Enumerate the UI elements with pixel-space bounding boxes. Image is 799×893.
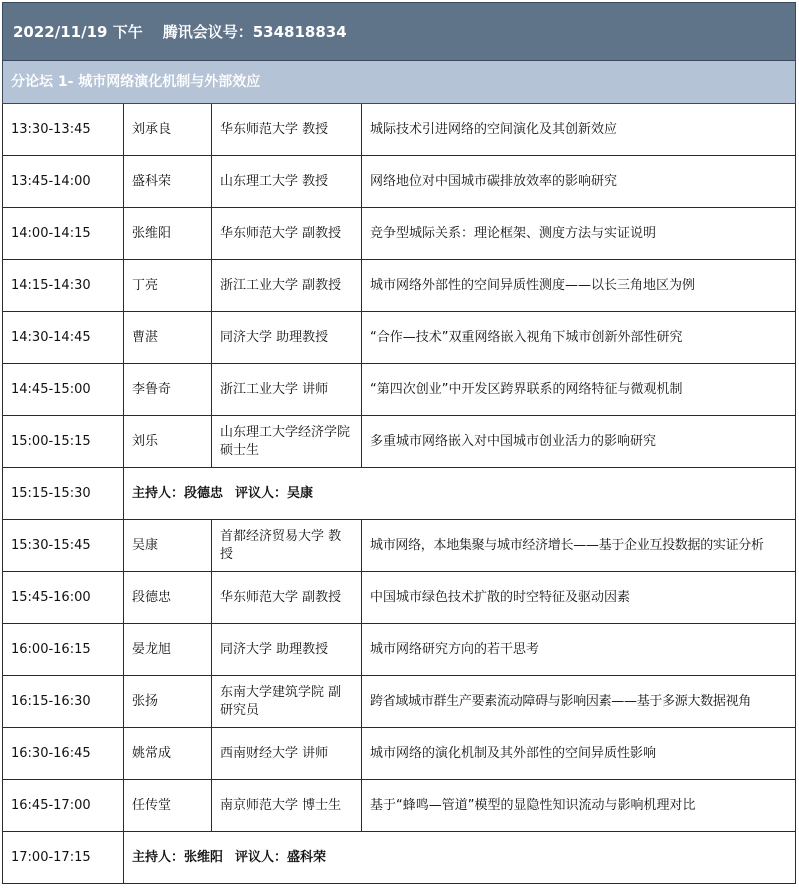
- time-cell: 16:45-17:00: [3, 780, 124, 832]
- host-cell: [124, 832, 796, 884]
- table-row: [3, 572, 796, 624]
- affiliation-cell: 山东理工大学经济学院 硕士生: [212, 416, 362, 468]
- topic-cell: 基于“蜂鸣—管道”模型的显隐性知识流动与影响机理对比: [362, 780, 796, 832]
- affiliation-cell: 浙江工业大学 副教授: [212, 260, 362, 312]
- table-row: [3, 364, 796, 416]
- speaker-cell: 刘乐: [124, 416, 212, 468]
- meeting-id: 534818834: [252, 22, 347, 41]
- meeting-label: 腾讯会议号：: [162, 22, 253, 41]
- affiliation-cell: 南京师范大学 博士生: [212, 780, 362, 832]
- time-cell: 13:45-14:00: [3, 156, 124, 208]
- topic-cell: 跨省域城市群生产要素流动障碍与影响因素——基于多源大数据视角: [362, 676, 796, 728]
- host-name: 段德忠: [184, 485, 224, 501]
- host-cell: [124, 468, 796, 520]
- speaker-cell: 曹湛: [124, 312, 212, 364]
- host-name: 张维阳: [184, 849, 224, 865]
- affiliation-cell: 浙江工业大学 讲师: [212, 364, 362, 416]
- host-row: [3, 468, 796, 520]
- table-row: [3, 104, 796, 156]
- time-cell: 14:00-14:15: [3, 208, 124, 260]
- schedule-table: [2, 2, 796, 884]
- speaker-cell: 刘承良: [124, 104, 212, 156]
- session-period: 下午: [112, 22, 143, 41]
- affiliation-cell: 华东师范大学 教授: [212, 104, 362, 156]
- speaker-cell: 李鲁奇: [124, 364, 212, 416]
- table-row: [3, 780, 796, 832]
- topic-cell: 城市网络的演化机制及其外部性的空间异质性影响: [362, 728, 796, 780]
- time-cell: 15:45-16:00: [3, 572, 124, 624]
- speaker-cell: 张维阳: [124, 208, 212, 260]
- host-label: 主持人：: [132, 485, 185, 501]
- affiliation-cell: 同济大学 助理教授: [212, 312, 362, 364]
- topic-cell: 多重城市网络嵌入对中国城市创业活力的影响研究: [362, 416, 796, 468]
- time-cell: 15:30-15:45: [3, 520, 124, 572]
- affiliation-cell: 华东师范大学 副教授: [212, 572, 362, 624]
- speaker-cell: 任传堂: [124, 780, 212, 832]
- reviewer-label: 评议人：: [235, 485, 288, 501]
- topic-cell: 城际技术引进网络的空间演化及其创新效应: [362, 104, 796, 156]
- table-row: [3, 208, 796, 260]
- affiliation-cell: 同济大学 助理教授: [212, 624, 362, 676]
- time-cell: 17:00-17:15: [3, 832, 124, 884]
- topic-cell: 城市网络外部性的空间异质性测度——以长三角地区为例: [362, 260, 796, 312]
- table-row: [3, 416, 796, 468]
- topic-cell: “合作—技术”双重网络嵌入视角下城市创新外部性研究: [362, 312, 796, 364]
- session-date: 2022/11/19: [13, 22, 108, 41]
- table-row: [3, 624, 796, 676]
- time-cell: 14:15-14:30: [3, 260, 124, 312]
- speaker-cell: 丁亮: [124, 260, 212, 312]
- topic-cell: “第四次创业”中开发区跨界联系的网络特征与微观机制: [362, 364, 796, 416]
- speaker-cell: 段德忠: [124, 572, 212, 624]
- time-cell: 15:15-15:30: [3, 468, 124, 520]
- topic-cell: 竞争型城际关系：理论框架、测度方法与实证说明: [362, 208, 796, 260]
- table-row: [3, 676, 796, 728]
- table-row: [3, 260, 796, 312]
- topic-cell: 中国城市绿色技术扩散的时空特征及驱动因素: [362, 572, 796, 624]
- affiliation-cell: 西南财经大学 讲师: [212, 728, 362, 780]
- time-cell: 16:15-16:30: [3, 676, 124, 728]
- speaker-cell: 晏龙旭: [124, 624, 212, 676]
- topic-cell: 城市网络研究方向的若干思考: [362, 624, 796, 676]
- affiliation-cell: 华东师范大学 副教授: [212, 208, 362, 260]
- host-label: 主持人：: [132, 849, 185, 865]
- forum-title: 分论坛 1- 城市网络演化机制与外部效应: [3, 61, 796, 104]
- reviewer-label: 评议人：: [235, 849, 288, 865]
- header-cell: [3, 3, 796, 61]
- forum-row: [3, 61, 796, 104]
- time-cell: 14:45-15:00: [3, 364, 124, 416]
- time-cell: 16:00-16:15: [3, 624, 124, 676]
- time-cell: 15:00-15:15: [3, 416, 124, 468]
- table-row: [3, 312, 796, 364]
- table-row: [3, 156, 796, 208]
- reviewer-name: 吴康: [287, 485, 314, 501]
- affiliation-cell: 东南大学建筑学院 副研究员: [212, 676, 362, 728]
- speaker-cell: 盛科荣: [124, 156, 212, 208]
- speaker-cell: 姚常成: [124, 728, 212, 780]
- affiliation-cell: 首都经济贸易大学 教授: [212, 520, 362, 572]
- table-row: [3, 728, 796, 780]
- header-row: [3, 3, 796, 61]
- time-cell: 16:30-16:45: [3, 728, 124, 780]
- speaker-cell: 张扬: [124, 676, 212, 728]
- time-cell: 13:30-13:45: [3, 104, 124, 156]
- host-row: [3, 832, 796, 884]
- table-row: [3, 520, 796, 572]
- reviewer-name: 盛科荣: [287, 849, 327, 865]
- topic-cell: 城市网络，本地集聚与城市经济增长——基于企业互投数据的实证分析: [362, 520, 796, 572]
- time-cell: 14:30-14:45: [3, 312, 124, 364]
- affiliation-cell: 山东理工大学 教授: [212, 156, 362, 208]
- topic-cell: 网络地位对中国城市碳排放效率的影响研究: [362, 156, 796, 208]
- speaker-cell: 吴康: [124, 520, 212, 572]
